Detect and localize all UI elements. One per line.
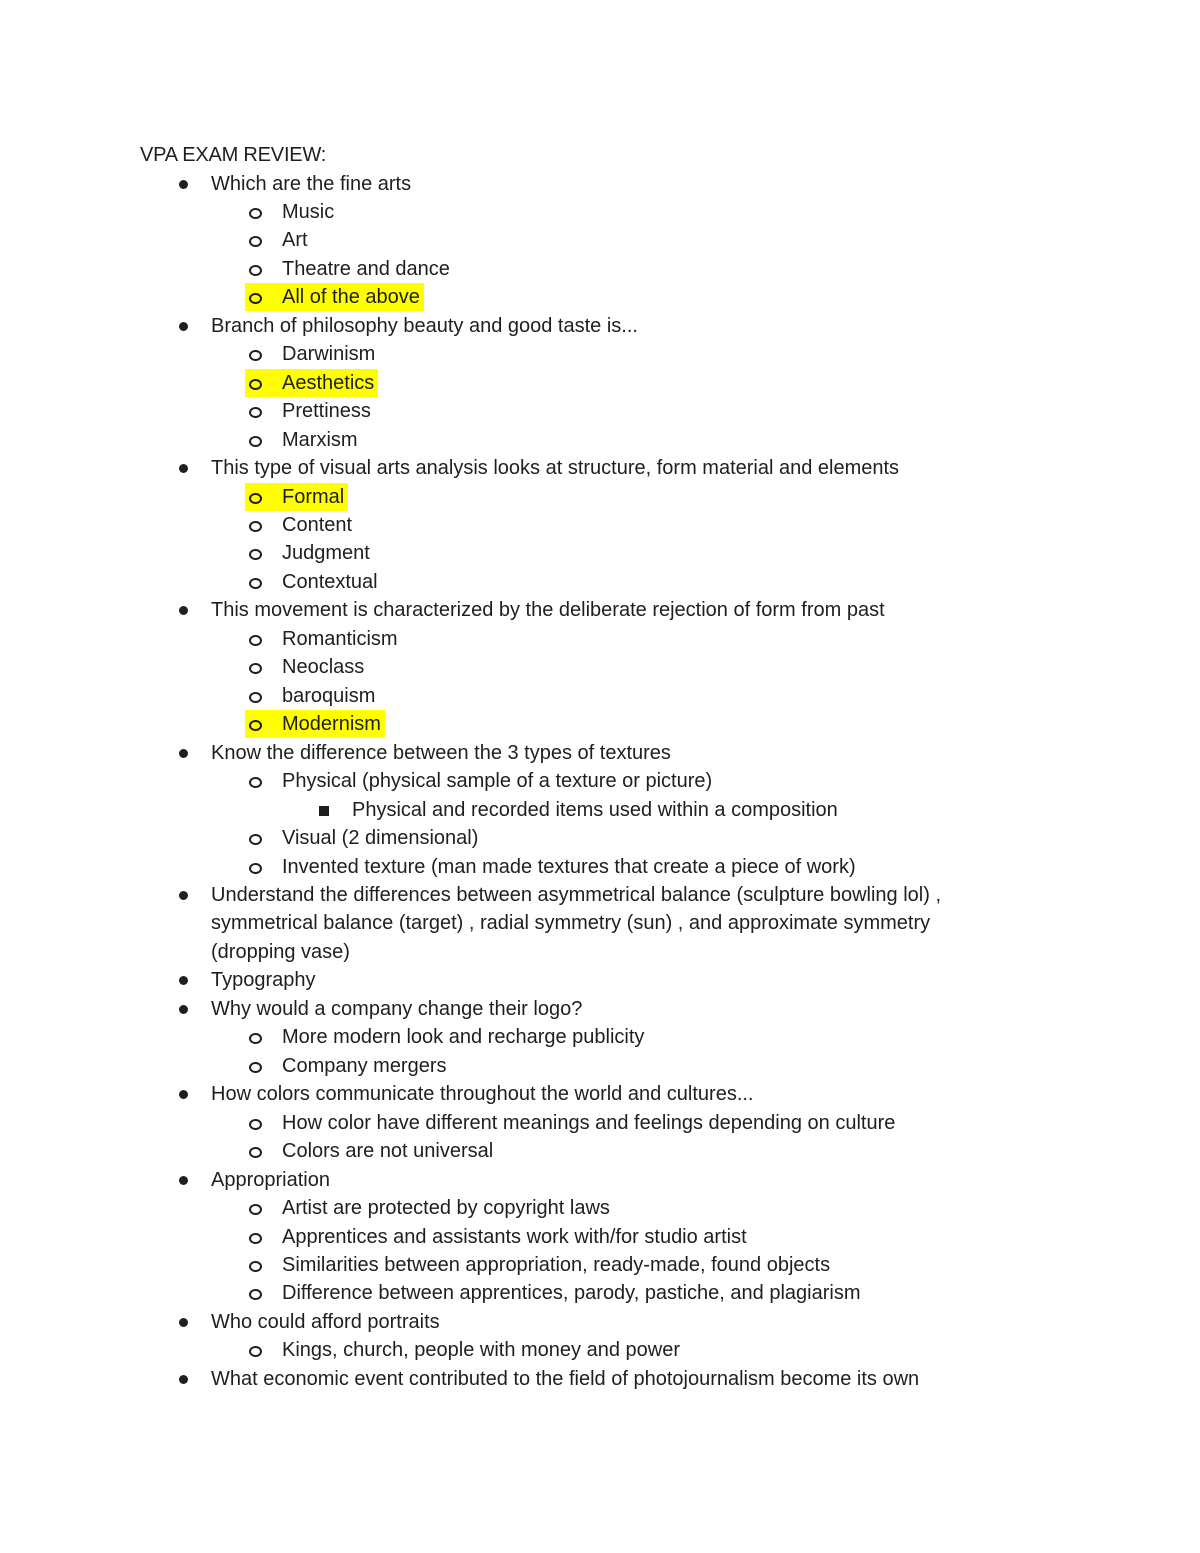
option-item-text: Judgment	[282, 542, 370, 565]
question-item-text: Appropriation	[211, 1168, 330, 1191]
option-item-text: Artist are protected by copyright laws	[282, 1197, 610, 1220]
option-item-text: Company mergers	[282, 1054, 447, 1077]
bullet-circle-icon	[249, 549, 262, 560]
option-item-text: Kings, church, people with money and power	[282, 1339, 681, 1362]
bullet-circle-icon	[249, 692, 262, 703]
option-item-text: Physical (physical sample of a texture or picture)	[282, 770, 713, 793]
bullet-circle-icon	[249, 350, 262, 361]
bullet-circle-icon	[249, 663, 262, 674]
bullet-circle-icon	[249, 1233, 262, 1244]
bullet-circle-icon	[249, 1033, 262, 1044]
option-item-text: Prettiness	[282, 400, 371, 423]
bullet-circle-icon	[249, 1119, 262, 1130]
bullet-disc-icon	[179, 606, 188, 615]
question-item-text: Why would a company change their logo?	[211, 997, 583, 1020]
option-item-text: Apprentices and assistants work with/for studio artist	[282, 1225, 747, 1248]
bullet-circle-icon	[249, 635, 262, 646]
option-item-text: Music	[282, 200, 335, 223]
bullet-disc-icon	[179, 180, 188, 189]
bullet-disc-icon	[179, 1176, 188, 1185]
option-item-text: Romanticism	[282, 627, 398, 650]
bullet-disc-icon	[179, 1090, 188, 1099]
question-item-text: Typography	[211, 969, 316, 992]
question-item-text: What economic event contributed to the field of photojournalism become its own	[211, 1367, 920, 1390]
bullet-circle-icon	[249, 407, 262, 418]
bullet-circle-icon	[249, 578, 262, 589]
question-item-text: Understand the differences between asymmetrical balance (sculpture bowling lol) ,	[211, 884, 942, 906]
option-item-text: Difference between apprentices, parody, pastiche, and plagiarism	[282, 1282, 861, 1305]
bullet-circle-icon	[249, 1261, 262, 1272]
question-item-text: (dropping vase)	[211, 940, 350, 963]
bullet-circle-icon	[249, 265, 262, 276]
question-item-text: How colors communicate throughout the world and cultures...	[211, 1083, 754, 1106]
bullet-circle-icon	[249, 1204, 262, 1215]
bullet-circle-icon	[249, 834, 262, 845]
bullet-disc-icon	[179, 976, 188, 985]
bullet-circle-icon	[249, 1289, 262, 1300]
bullet-square-icon	[319, 806, 329, 816]
bullet-circle-icon	[249, 1147, 262, 1158]
bullet-disc-icon	[179, 749, 188, 758]
bullet-disc-icon	[179, 891, 188, 900]
question-item-text: This type of visual arts analysis looks at structure, form material and elements	[211, 457, 900, 480]
bullet-circle-icon	[249, 236, 262, 247]
bullet-circle-icon	[249, 379, 262, 390]
bullet-circle-icon	[249, 777, 262, 788]
bullet-circle-icon	[249, 436, 262, 447]
bullet-disc-icon	[179, 1375, 188, 1384]
question-item-text: This movement is characterized by the deliberate rejection of form from past	[211, 599, 885, 622]
bullet-circle-icon	[249, 521, 262, 532]
answer-item-text: Aesthetics	[282, 371, 375, 394]
bullet-circle-icon	[249, 1346, 262, 1357]
answer-item-text: Formal	[282, 485, 345, 508]
option-item-text: Contextual	[282, 570, 378, 593]
option-item-text: Marxism	[282, 428, 358, 451]
question-item-text: Branch of philosophy beauty and good taste is...	[211, 314, 638, 337]
bullet-circle-icon	[249, 493, 262, 504]
option-item-text: Neoclass	[282, 656, 365, 679]
option-item-text: More modern look and recharge publicity	[282, 1026, 645, 1049]
option-item-text: Invented texture (man made textures that create a piece of work)	[282, 855, 856, 878]
bullet-circle-icon	[249, 1062, 262, 1073]
question-item-text: Know the difference between the 3 types of textures	[211, 741, 671, 764]
option-item-text: Art	[282, 229, 308, 252]
option-item-text: Content	[282, 514, 353, 537]
bullet-circle-icon	[249, 863, 262, 874]
answer-item-text: All of the above	[282, 286, 420, 309]
bullet-disc-icon	[179, 464, 188, 473]
question-item-text: Which are the fine arts	[211, 172, 412, 195]
document-title: VPA EXAM REVIEW:	[140, 144, 327, 166]
bullet-circle-icon	[249, 208, 262, 219]
answer-item-text: Modernism	[282, 713, 381, 736]
bullet-disc-icon	[179, 1318, 188, 1327]
question-item-text: symmetrical balance (target) , radial symmetry (sun) , and approximate symmetry	[211, 912, 931, 935]
bullet-disc-icon	[179, 1005, 188, 1014]
option-item-text: How color have different meanings and feelings depending on culture	[282, 1111, 896, 1134]
option-item-text: Physical and recorded items used within a composition	[352, 798, 838, 821]
option-item-text: Visual (2 dimensional)	[282, 827, 479, 850]
option-item-text: baroquism	[282, 684, 376, 707]
bullet-disc-icon	[179, 322, 188, 331]
option-item-text: Colors are not universal	[282, 1140, 494, 1163]
option-item-text: Similarities between appropriation, ready-made, found objects	[282, 1253, 831, 1276]
option-item-text: Theatre and dance	[282, 257, 450, 280]
option-item-text: Darwinism	[282, 343, 376, 366]
question-item-text: Who could afford portraits	[211, 1310, 440, 1333]
